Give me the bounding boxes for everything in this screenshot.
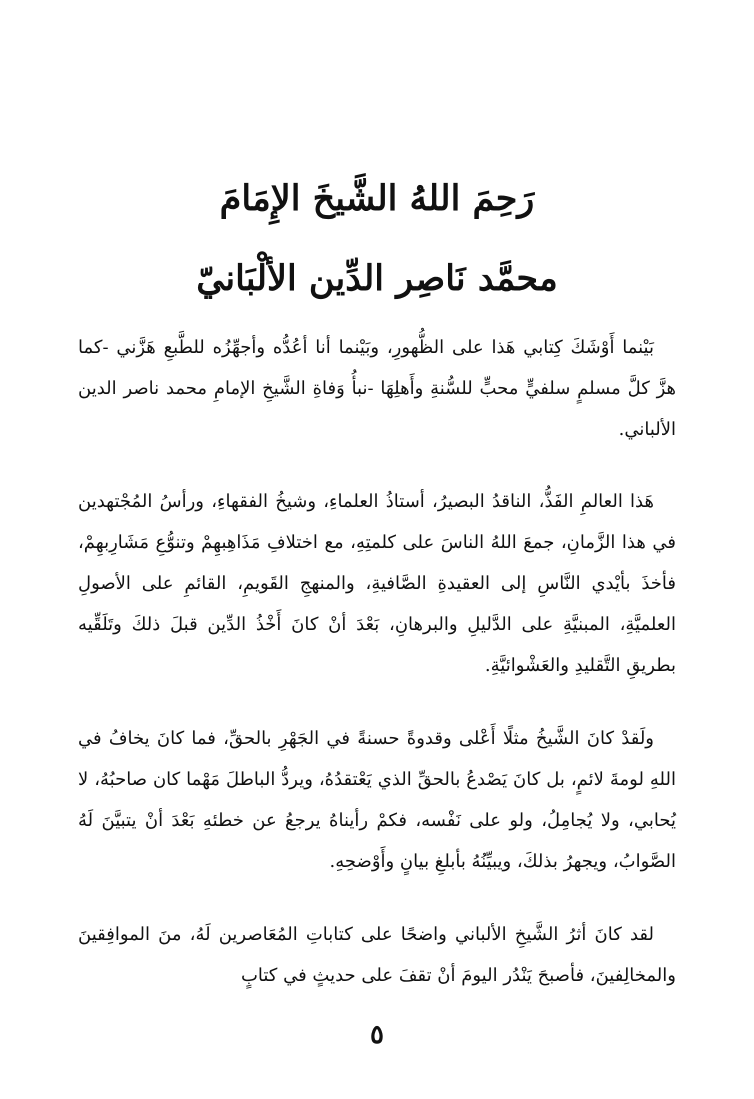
paragraph-4: لقد كانَ أثرُ الشَّيخِ الألباني واضحًا على كتاباتِ المُعَاصرين لَهُ، منَ الموافِقينَ والمخالِفينَ، فأصبحَ يَنْدُر اليومَ أنْ تقفَ على حديثٍ في كتابٍ — [78, 924, 676, 986]
paragraph-3: ولَقدْ كانَ الشَّيخُ مثلًا أَعْلى وقدوةً حسنةً في الجَهْرِ بالحقِّ، فما كانَ يخافُ في اللهِ لومةَ لائمٍ، بل كانَ يَصْدعُ بالحقِّ الذي يَعْتقدُهُ، ويردُّ الباطلَ مَهْما كان صاحبُهُ، لا يُحابي، ولا يُجامِلُ، ولو على نَفْسه، فكمْ رأيناهُ يرجعُ عن خطئهِ بَعْدَ أنْ يتبيَّنَ لَهُ الصَّوابُ، ويجهرُ بذلكَ، ويبيِّنُهُ بأبلغِ بيانٍ وأَوْضحِهِ. — [78, 728, 676, 872]
heading-line-1: رَحِمَ اللهُ الشَّيخَ الإِمَامَ — [219, 178, 535, 220]
book-page — [78, 0, 676, 1099]
paragraph-2: هَذا العالمِ الفَذُّ، الناقدُ البصيرُ، أستاذُ العلماءِ، وشيخُ الفقهاءِ، ورأسُ المُجْتهدين في هذا الزَّمانِ، جمعَ اللهُ الناسَ على كلمتِهِ، مع اختلافِ مَذَاهِبهِمْ وتنوُّعِ مَشَارِبهِمْ، فأخذَ بأيْدي النَّاسِ إلى العقيدةِ الصَّافيةِ، والمنهجِ القَويمِ، القائمِ على الأصولِ العلميَّةِ، المبنيَّةِ على الدَّليلِ والبرهانِ، بَعْدَ أنْ كانَ أَخْذُ الدِّين قبلَ ذلكَ وتَلَقِّيه بطريقِ التَّقليدِ والعَشْوائيَّةِ. — [78, 491, 676, 676]
heading-line-2: محمَّد نَاصِر الدِّين الألْبَانيّ — [196, 258, 558, 300]
paragraph-1: بَيْنما أَوْشَكَ كِتابي هَذا على الظُّهورِ، وبَيْنما أنا أعُدُّه وأجهِّزُه للطَّبعِ هَزَّني -كما هزَّ كلَّ مسلمٍ سلفيٍّ محبٍّ للسُّنةِ وأَهلِهَا -نبأُ وَفاةِ الشَّيخِ الإمامِ محمد ناصر الدين الألباني. — [78, 337, 676, 440]
page-number: ٥ — [370, 1020, 384, 1050]
